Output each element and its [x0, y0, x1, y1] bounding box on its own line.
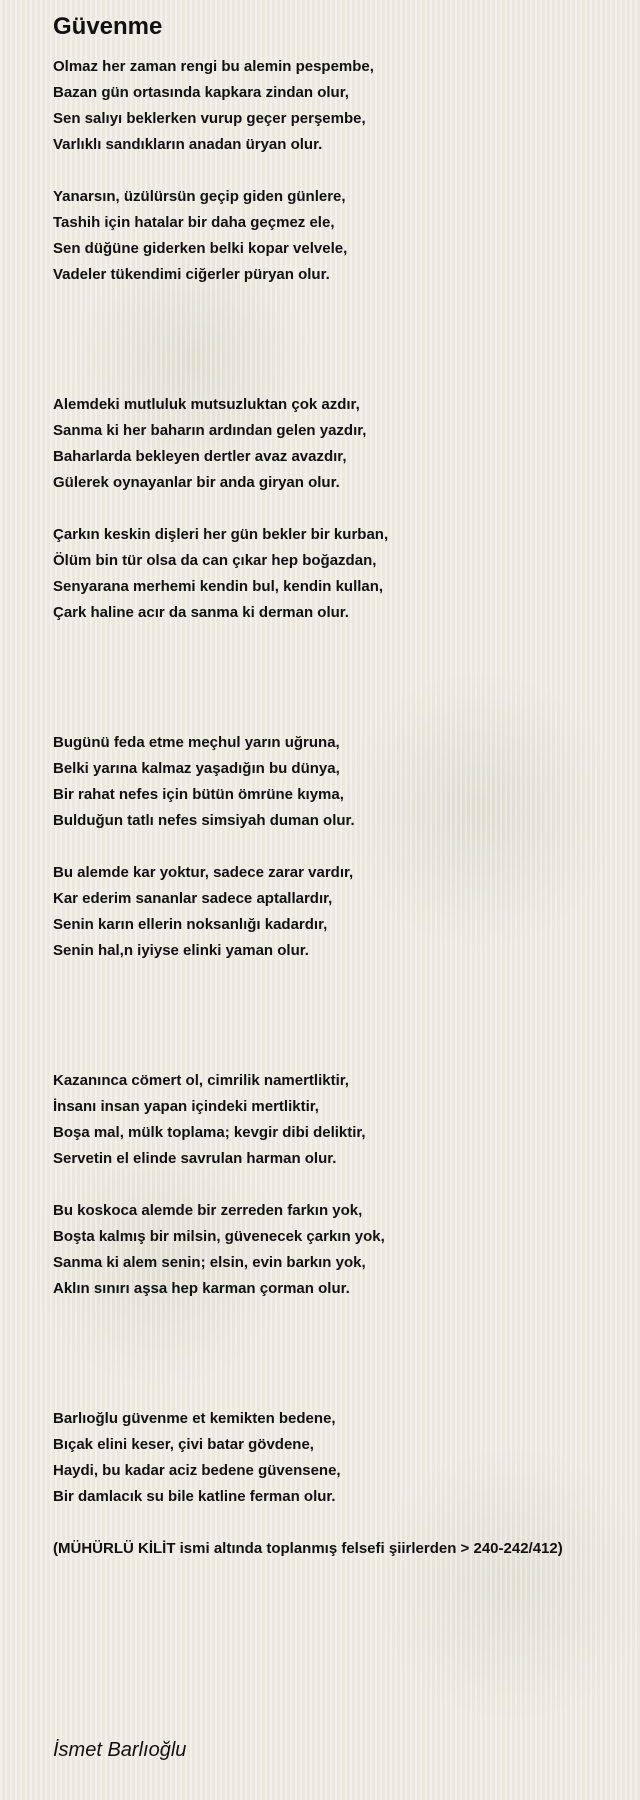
stanza-2: [53, 184, 628, 288]
poem-line: İnsanı insan yapan içindeki mertliktir,: [53, 1098, 319, 1115]
poem-line: Çarkın keskin dişleri her gün bekler bir kurban,: [53, 526, 389, 543]
poem-title: Güvenme: [53, 13, 163, 40]
poem-line: Aklın sınırı aşsa hep karman çorman olur.: [53, 1280, 350, 1297]
poem-line: Haydi, bu kadar aciz bedene güvensene,: [53, 1462, 341, 1479]
section-spacer: [53, 288, 628, 392]
stanza-8: [53, 1198, 628, 1302]
stanza-spacer: [53, 496, 628, 522]
poem-line: Belki yarına kalmaz yaşadığın bu dünya,: [53, 760, 340, 777]
section-spacer: [53, 1302, 628, 1406]
poem-container: [53, 10, 628, 1562]
poem-line: Bazan gün ortasında kapkara zindan olur,: [53, 84, 349, 101]
poem-line: Servetin el elinde savrulan harman olur.: [53, 1150, 337, 1167]
stanza-6: [53, 860, 628, 964]
poem-line: Bir rahat nefes için bütün ömrüne kıyma,: [53, 786, 344, 803]
poem-line: Bu alemde kar yoktur, sadece zarar vardır,: [53, 864, 354, 881]
poem-line: Boşta kalmış bir milsin, güvenecek çarkın yok,: [53, 1228, 385, 1245]
poem-line: Çark haline acır da sanma ki derman olur.: [53, 604, 349, 621]
poem-line: Baharlarda bekleyen dertler avaz avazdır,: [53, 448, 347, 465]
poem-line: Barlıoğlu güvenme et kemikten bedene,: [53, 1410, 336, 1427]
poem-line: Vadeler tükendimi ciğerler püryan olur.: [53, 266, 330, 283]
poem-line: Bu koskoca alemde bir zerreden farkın yok,: [53, 1202, 363, 1219]
section-spacer: [53, 626, 628, 730]
poem-line: Senin karın ellerin noksanlığı kadardır,: [53, 916, 328, 933]
poem-line: Sen düğüne giderken belki kopar velvele,: [53, 240, 348, 257]
poem-line: Kazanınca cömert ol, cimrilik namertliktir,: [53, 1072, 349, 1089]
stanza-spacer: [53, 158, 628, 184]
stanza-4: [53, 522, 628, 626]
stanza-9: [53, 1406, 628, 1510]
poem-line: Varlıklı sandıkların anadan üryan olur.: [53, 136, 323, 153]
poem-line: Olmaz her zaman rengi bu alemin pespembe,: [53, 58, 374, 75]
stanza-1: [53, 54, 628, 158]
poem-line: Tashih için hatalar bir daha geçmez ele,: [53, 214, 335, 231]
poem-line: Ölüm bin tür olsa da can çıkar hep boğazdan,: [53, 552, 377, 569]
poem-line: Bıçak elini keser, çivi batar gövdene,: [53, 1436, 314, 1453]
source-note: (MÜHÜRLÜ KİLİT ismi altında toplanmış felsefi şiirlerden > 240-242/412): [53, 1540, 563, 1557]
stanza-5: [53, 730, 628, 834]
poem-line: Alemdeki mutluluk mutsuzluktan çok azdır,: [53, 396, 360, 413]
poem-line: Kar ederim sananlar sadece aptallardır,: [53, 890, 333, 907]
section-spacer: [53, 964, 628, 1068]
poem-line: Senin hal,n iyiyse elinki yaman olur.: [53, 942, 309, 959]
poem-line: Sanma ki her baharın ardından gelen yazdır,: [53, 422, 367, 439]
poem-line: Gülerek oynayanlar bir anda giryan olur.: [53, 474, 340, 491]
stanza-3: [53, 392, 628, 496]
author-signature: İsmet Barlıoğlu: [53, 1739, 187, 1761]
poem-line: Bir damlacık su bile katline ferman olur.: [53, 1488, 336, 1505]
stanza-7: [53, 1068, 628, 1172]
poem-line: Bulduğun tatlı nefes simsiyah duman olur.: [53, 812, 355, 829]
stanza-spacer: [53, 1510, 628, 1536]
poem-line: Yanarsın, üzülürsün geçip giden günlere,: [53, 188, 346, 205]
poem-line: Sanma ki alem senin; elsin, evin barkın yok,: [53, 1254, 366, 1271]
poem-line: Boşa mal, mülk toplama; kevgir dibi deliktir,: [53, 1124, 366, 1141]
poem-line: Sen salıyı beklerken vurup geçer perşembe,: [53, 110, 366, 127]
poem-line: Bugünü feda etme meçhul yarın uğruna,: [53, 734, 340, 751]
poem-line: Senyarana merhemi kendin bul, kendin kullan,: [53, 578, 384, 595]
stanza-spacer: [53, 1172, 628, 1198]
stanza-spacer: [53, 834, 628, 860]
